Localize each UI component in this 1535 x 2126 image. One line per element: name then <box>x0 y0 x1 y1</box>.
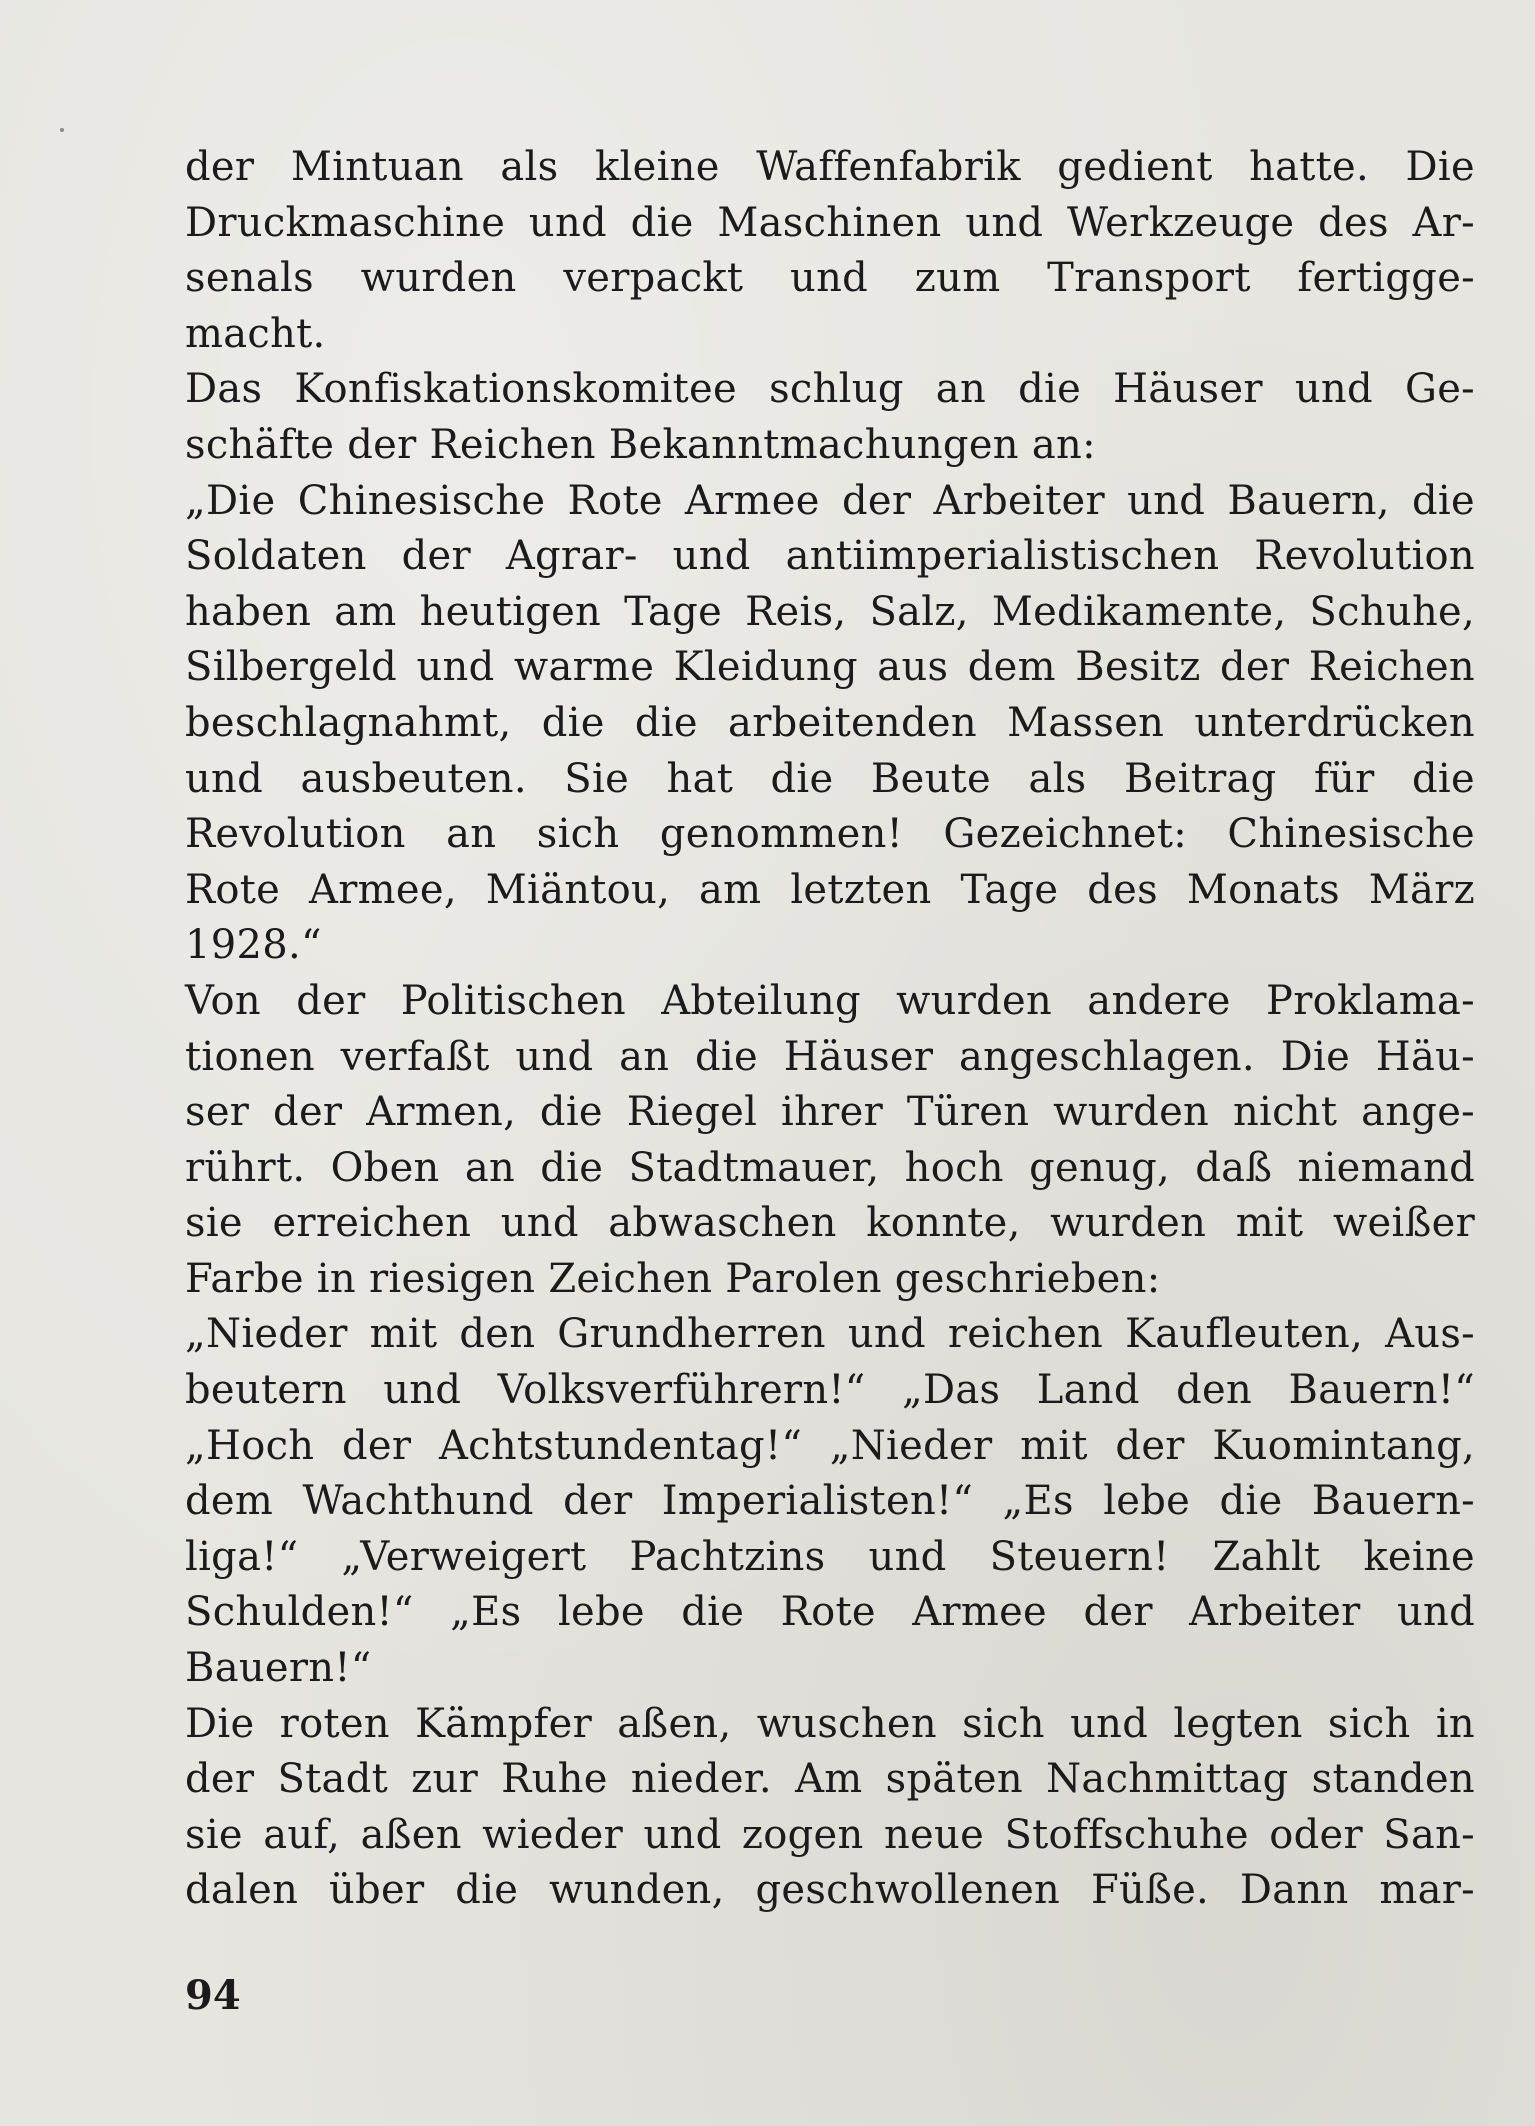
text-line: der Mintuan als kleine Waffenfabrik gedient hatte. Die <box>185 144 1475 190</box>
text-line: Schulden!“ „Es lebe die Rote Armee der Arbeiter und <box>185 1589 1475 1636</box>
text-line: 1928.“ <box>185 922 322 969</box>
text-line: sie auf, aßen wieder und zogen neue Stoffschuhe oder San- <box>185 1811 1475 1858</box>
text-line: Die roten Kämpfer aßen, wuschen sich und legten sich in <box>185 1700 1475 1747</box>
page-number: 94 <box>185 1972 241 2019</box>
text-line: „Die Chinesische Rote Armee der Arbeiter und Bauern, die <box>185 477 1475 524</box>
paper-speck <box>60 128 64 132</box>
text-line: haben am heutigen Tage Reis, Salz, Medikamente, Schuhe, <box>185 588 1475 635</box>
text-line: Silbergeld und warme Kleidung aus dem Besitz der Reichen <box>185 644 1475 691</box>
text-line: macht. <box>185 310 326 357</box>
text-line: Revolution an sich genommen! Gezeichnet: Chinesische <box>185 811 1475 858</box>
text-line: beutern und Volksverführern!“ „Das Land den Bauern!“ <box>185 1367 1475 1414</box>
text-line: „Hoch der Achtstundentag!“ „Nieder mit der Kuomintang, <box>185 1422 1475 1469</box>
text-line: Rote Armee, Miäntou, am letzten Tage des Monats März <box>185 866 1475 913</box>
text-line: Bauern!“ <box>185 1645 372 1692</box>
text-line: rührt. Oben an die Stadtmauer, hoch genug, daß niemand <box>185 1144 1475 1191</box>
text-line: Farbe in riesigen Zeichen Parolen geschrieben: <box>185 1255 1161 1302</box>
text-line: sie erreichen und abwaschen konnte, wurden mit weißer <box>185 1200 1475 1247</box>
text-line: Soldaten der Agrar- und antiimperialistischen Revolution <box>185 533 1475 580</box>
text-line: Das Konfiskationskomitee schlug an die Häuser und Ge- <box>185 366 1475 413</box>
text-line: dem Wachthund der Imperialisten!“ „Es lebe die Bauern- <box>185 1478 1475 1525</box>
text-line: beschlagnahmt, die die arbeitenden Massen unterdrücken <box>185 699 1475 746</box>
text-line: „Nieder mit den Grundherren und reichen Kaufleuten, Aus- <box>185 1311 1475 1358</box>
text-line: liga!“ „Verweigert Pachtzins und Steuern! Zahlt keine <box>185 1533 1475 1580</box>
body-text <box>185 140 1475 1919</box>
text-line: senals wurden verpackt und zum Transport fertigge- <box>185 255 1475 302</box>
text-line: schäfte der Reichen Bekanntmachungen an: <box>185 421 1096 468</box>
text-line: und ausbeuten. Sie hat die Beute als Beitrag für die <box>185 755 1475 802</box>
text-line: ser der Armen, die Riegel ihrer Türen wurden nicht ange- <box>185 1089 1475 1136</box>
text-line: tionen verfaßt und an die Häuser angeschlagen. Die Häu- <box>185 1033 1475 1080</box>
text-line: dalen über die wunden, geschwollenen Füße. Dann mar- <box>185 1867 1475 1914</box>
text-line: Von der Politischen Abteilung wurden andere Proklama- <box>185 977 1475 1024</box>
text-line: der Stadt zur Ruhe nieder. Am späten Nachmittag standen <box>185 1756 1475 1803</box>
text-line: Druckmaschine und die Maschinen und Werkzeuge des Ar- <box>185 199 1475 246</box>
